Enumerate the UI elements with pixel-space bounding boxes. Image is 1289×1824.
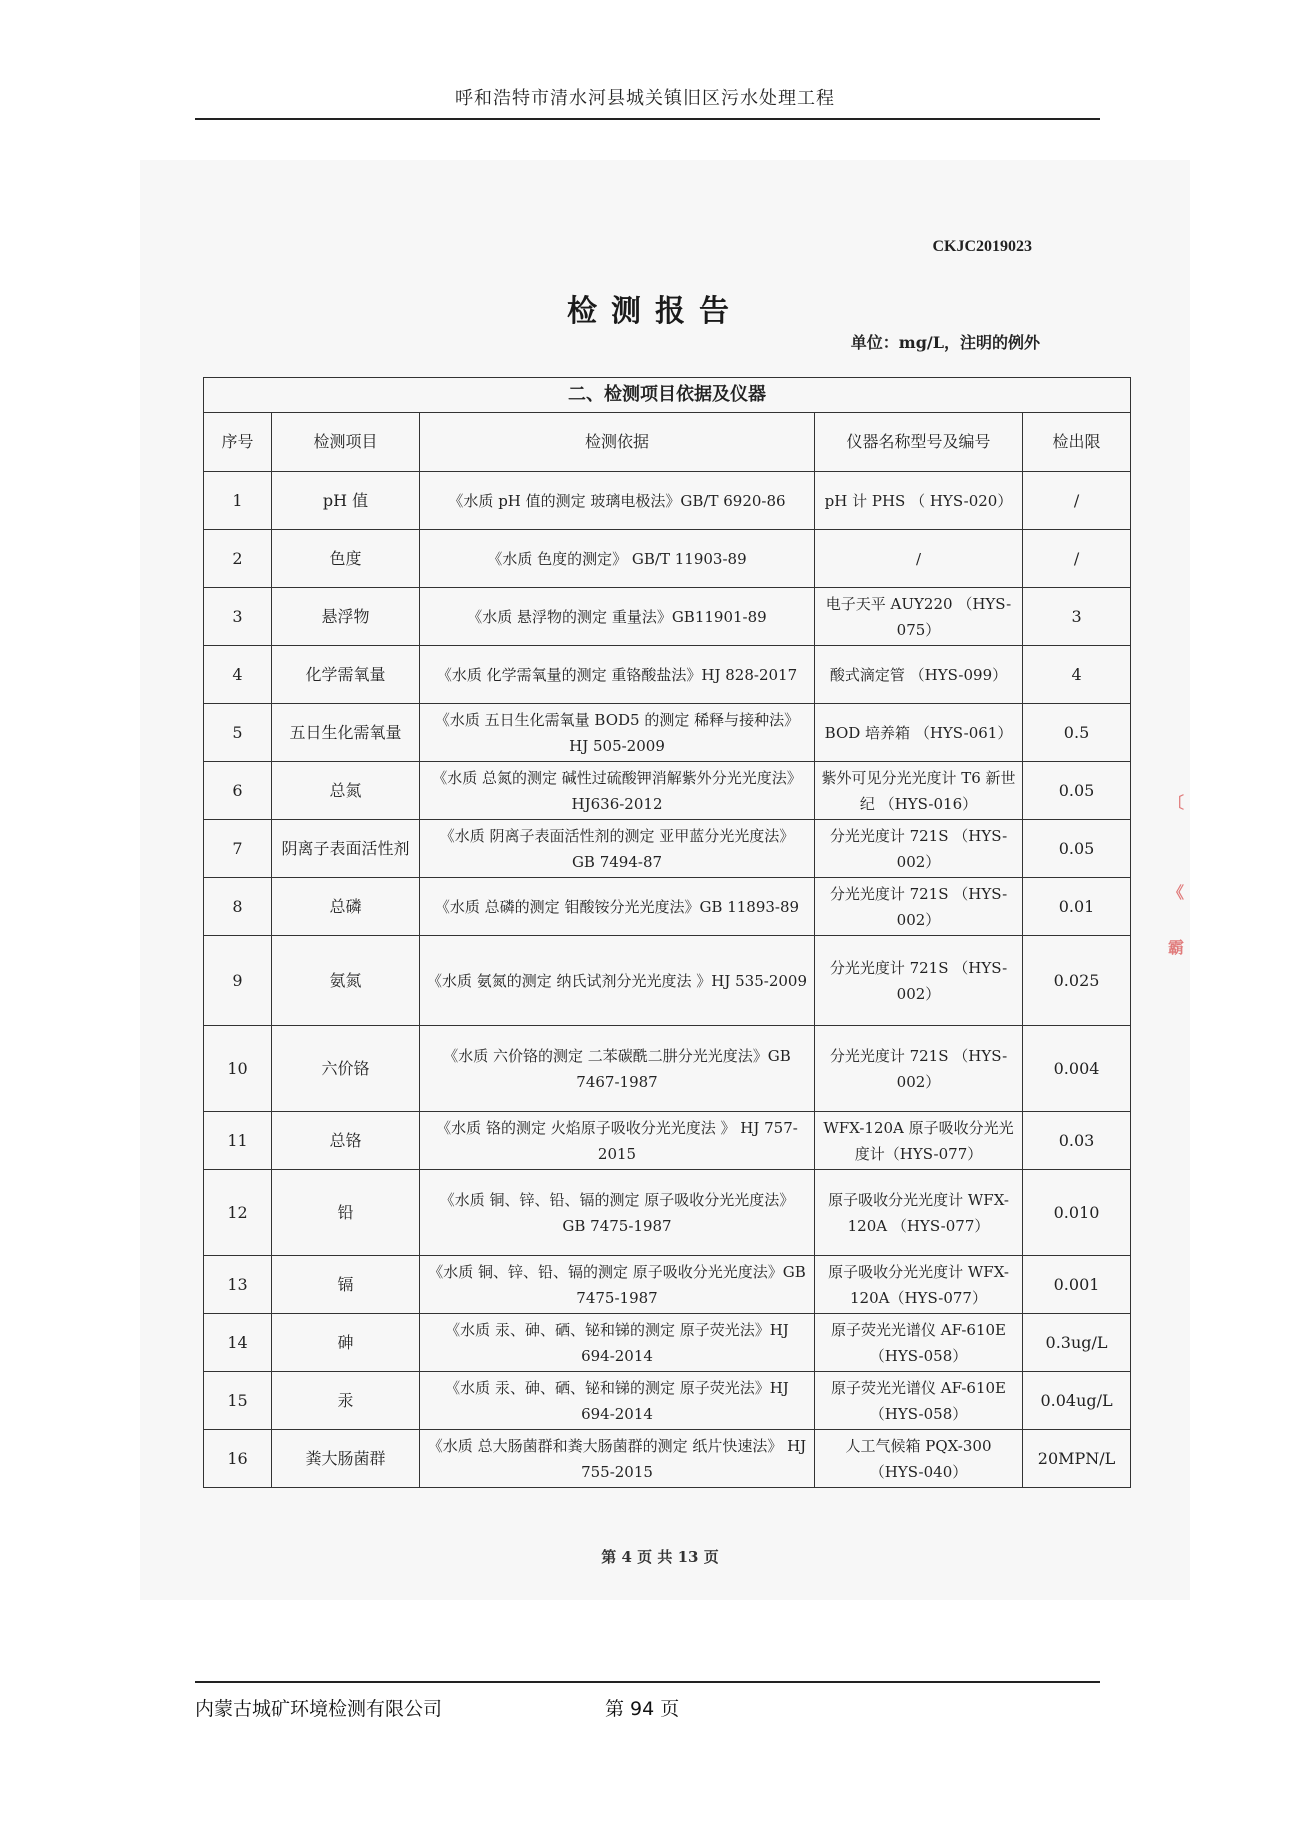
row-no: 6	[204, 762, 272, 820]
table-row	[204, 936, 1131, 1026]
row-limit: 3	[1023, 588, 1131, 646]
table-row	[204, 646, 1131, 704]
column-header-item: 检测项目	[272, 413, 420, 472]
row-no: 12	[204, 1170, 272, 1256]
row-instrument: 原子吸收分光光度计 WFX-120A （HYS-077）	[815, 1170, 1023, 1256]
row-instrument: 电子天平 AUY220 （HYS-075）	[815, 588, 1023, 646]
row-item: 总铬	[272, 1112, 420, 1170]
table-row	[204, 1026, 1131, 1112]
row-limit: 0.05	[1023, 762, 1131, 820]
row-no: 9	[204, 936, 272, 1026]
row-item: 色度	[272, 530, 420, 588]
report-page-count: 第 4 页 共 13 页	[601, 1548, 719, 1566]
row-instrument: 原子荧光光谱仪 AF-610E（HYS-058）	[815, 1372, 1023, 1430]
table-row	[204, 820, 1131, 878]
row-limit: 0.004	[1023, 1026, 1131, 1112]
row-basis: 《水质 汞、砷、硒、铋和锑的测定 原子荧光法》HJ 694-2014	[420, 1372, 815, 1430]
unit-note: 单位：mg/L，注明的例外	[850, 333, 1040, 352]
row-basis: 《水质 铜、锌、铅、镉的测定 原子吸收分光光度法》 GB 7475-1987	[420, 1170, 815, 1256]
row-instrument: 原子荧光光谱仪 AF-610E（HYS-058）	[815, 1314, 1023, 1372]
row-item: 化学需氧量	[272, 646, 420, 704]
stamp-mark: 〔	[1168, 793, 1185, 812]
row-no: 5	[204, 704, 272, 762]
table-row	[204, 1170, 1131, 1256]
document-header-title: 呼和浩特市清水河县城关镇旧区污水处理工程	[455, 88, 835, 109]
row-basis: 《水质 汞、砷、硒、铋和锑的测定 原子荧光法》HJ 694-2014	[420, 1314, 815, 1372]
table-row	[204, 704, 1131, 762]
row-item: 汞	[272, 1372, 420, 1430]
stamp-mark: 霸	[1168, 938, 1185, 957]
row-item: 悬浮物	[272, 588, 420, 646]
table-section-title: 二、检测项目依据及仪器	[204, 378, 1131, 413]
row-no: 1	[204, 472, 272, 530]
row-instrument: 分光光度计 721S （HYS-002）	[815, 1026, 1023, 1112]
row-instrument: 酸式滴定管 （HYS-099）	[815, 646, 1023, 704]
row-instrument: 紫外可见分光光度计 T6 新世纪 （HYS-016）	[815, 762, 1023, 820]
report-title: 检测报告	[567, 294, 743, 329]
table-row	[204, 1430, 1131, 1488]
row-no: 7	[204, 820, 272, 878]
row-limit: 0.01	[1023, 878, 1131, 936]
table-row	[204, 588, 1131, 646]
footer-rule	[195, 1681, 1100, 1683]
row-item: 铅	[272, 1170, 420, 1256]
row-no: 15	[204, 1372, 272, 1430]
row-limit: 0.3ug/L	[1023, 1314, 1131, 1372]
row-basis: 《水质 总磷的测定 钼酸铵分光光度法》GB 11893-89	[420, 878, 815, 936]
row-item: 五日生化需氧量	[272, 704, 420, 762]
table-header-row	[204, 413, 1131, 472]
row-no: 16	[204, 1430, 272, 1488]
row-basis: 《水质 六价铬的测定 二苯碳酰二肼分光光度法》GB 7467-1987	[420, 1026, 815, 1112]
row-no: 4	[204, 646, 272, 704]
row-limit: /	[1023, 530, 1131, 588]
row-basis: 《水质 悬浮物的测定 重量法》GB11901-89	[420, 588, 815, 646]
row-basis: 《水质 pH 值的测定 玻璃电极法》GB/T 6920-86	[420, 472, 815, 530]
row-basis: 《水质 五日生化需氧量 BOD5 的测定 稀释与接种法》HJ 505-2009	[420, 704, 815, 762]
row-item: 砷	[272, 1314, 420, 1372]
table-row	[204, 530, 1131, 588]
row-no: 14	[204, 1314, 272, 1372]
table-row	[204, 1256, 1131, 1314]
table-row	[204, 762, 1131, 820]
row-item: 镉	[272, 1256, 420, 1314]
row-no: 10	[204, 1026, 272, 1112]
row-item: 粪大肠菌群	[272, 1430, 420, 1488]
row-instrument: 分光光度计 721S （HYS-002）	[815, 820, 1023, 878]
row-no: 3	[204, 588, 272, 646]
column-header-instrument: 仪器名称型号及编号	[815, 413, 1023, 472]
row-basis: 《水质 色度的测定》 GB/T 11903-89	[420, 530, 815, 588]
row-basis: 《水质 铬的测定 火焰原子吸收分光光度法 》 HJ 757-2015	[420, 1112, 815, 1170]
row-limit: 4	[1023, 646, 1131, 704]
row-instrument: pH 计 PHS （ HYS-020）	[815, 472, 1023, 530]
row-basis: 《水质 总氮的测定 碱性过硫酸钾消解紫外分光光度法》HJ636-2012	[420, 762, 815, 820]
footer-page-number: 第 94 页	[605, 1698, 680, 1720]
row-limit: 0.03	[1023, 1112, 1131, 1170]
row-basis: 《水质 化学需氧量的测定 重铬酸盐法》HJ 828-2017	[420, 646, 815, 704]
table-row	[204, 1372, 1131, 1430]
footer-company: 内蒙古城矿环境检测有限公司	[195, 1698, 443, 1720]
table-row	[204, 1112, 1131, 1170]
row-limit: 0.04ug/L	[1023, 1372, 1131, 1430]
row-instrument: 分光光度计 721S （HYS-002）	[815, 936, 1023, 1026]
row-instrument: WFX-120A 原子吸收分光光度计（HYS-077）	[815, 1112, 1023, 1170]
row-item: 氨氮	[272, 936, 420, 1026]
row-instrument: 分光光度计 721S （HYS-002）	[815, 878, 1023, 936]
stamp-mark: 《	[1168, 883, 1185, 902]
row-basis: 《水质 总大肠菌群和粪大肠菌群的测定 纸片快速法》 HJ 755-2015	[420, 1430, 815, 1488]
column-header-no: 序号	[204, 413, 272, 472]
row-item: 总氮	[272, 762, 420, 820]
row-limit: 0.010	[1023, 1170, 1131, 1256]
row-limit: 0.001	[1023, 1256, 1131, 1314]
row-item: 六价铬	[272, 1026, 420, 1112]
row-no: 13	[204, 1256, 272, 1314]
row-item: pH 值	[272, 472, 420, 530]
report-number: CKJC2019023	[932, 238, 1032, 255]
column-header-limit: 检出限	[1023, 413, 1131, 472]
row-limit: 0.025	[1023, 936, 1131, 1026]
row-limit: 0.05	[1023, 820, 1131, 878]
row-instrument: BOD 培养箱 （HYS-061）	[815, 704, 1023, 762]
table-row	[204, 878, 1131, 936]
row-instrument: 原子吸收分光光度计 WFX-120A（HYS-077）	[815, 1256, 1023, 1314]
row-item: 阴离子表面活性剂	[272, 820, 420, 878]
row-no: 8	[204, 878, 272, 936]
column-header-basis: 检测依据	[420, 413, 815, 472]
test-items-table	[203, 377, 1131, 1488]
row-instrument: 人工气候箱 PQX-300（HYS-040）	[815, 1430, 1023, 1488]
row-basis: 《水质 氨氮的测定 纳氏试剂分光光度法 》HJ 535-2009	[420, 936, 815, 1026]
row-no: 2	[204, 530, 272, 588]
row-instrument: /	[815, 530, 1023, 588]
table-row	[204, 1314, 1131, 1372]
row-basis: 《水质 铜、锌、铅、镉的测定 原子吸收分光光度法》GB 7475-1987	[420, 1256, 815, 1314]
row-limit: 0.5	[1023, 704, 1131, 762]
row-item: 总磷	[272, 878, 420, 936]
row-limit: /	[1023, 472, 1131, 530]
row-no: 11	[204, 1112, 272, 1170]
row-limit: 20MPN/L	[1023, 1430, 1131, 1488]
header-rule	[195, 118, 1100, 120]
table-row	[204, 472, 1131, 530]
row-basis: 《水质 阴离子表面活性剂的测定 亚甲蓝分光光度法》 GB 7494-87	[420, 820, 815, 878]
